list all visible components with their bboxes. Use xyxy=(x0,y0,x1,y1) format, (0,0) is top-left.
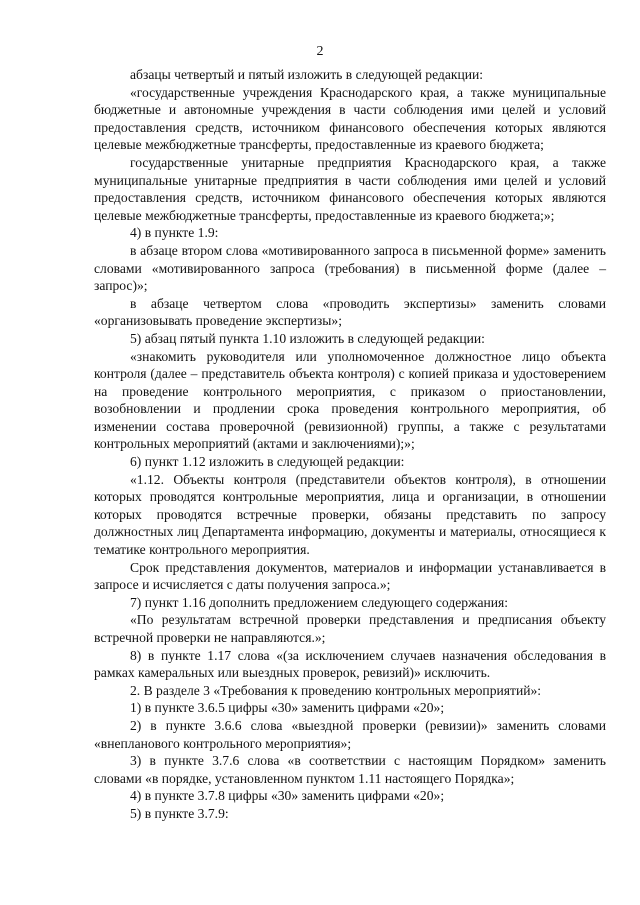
paragraph: «По результатам встречной проверки представления и предписания объекту встречной проверки не направляются.»; xyxy=(94,612,606,645)
paragraph: 2. В разделе 3 «Требования к проведению контрольных мероприятий»: xyxy=(130,682,542,698)
paragraph: «знакомить руководителя или уполномоченное должностное лицо объекта контроля (далее – представитель объекта контроля) с копией приказа и удостоверением на проведение контрольного мероприятия, с приказом о приостановлении, возобновлении и продлении срока проведения контрольного мероприятия, об изменении состава проверочной (ревизионной) группы, а также с результатами контрольных мероприятий (актами и заключениями);»; xyxy=(94,348,606,452)
document-body xyxy=(94,66,606,823)
paragraph: 3) в пункте 3.7.6 слова «в соответствии с настоящим Порядком» заменить словами «в порядке, установленном пунктом 1.11 настоящего Порядка»; xyxy=(94,753,606,786)
paragraph: «государственные учреждения Краснодарского края, а также муниципальные бюджетные и автономные учреждения в части соблюдения ими целей и условий предоставления средств, источником финансового обеспечения которых являются целевые межбюджетные трансферты, предоставленные из краевого бюджета; xyxy=(94,84,606,153)
paragraph: 5) в пункте 3.7.9: xyxy=(130,805,229,821)
paragraph: 7) пункт 1.16 дополнить предложением следующего содержания: xyxy=(130,594,509,610)
paragraph: в абзаце четвертом слова «проводить экспертизы» заменить словами «организовывать проведение экспертизы»; xyxy=(94,295,606,329)
paragraph: 2) в пункте 3.6.6 слова «выездной проверки (ревизии)» заменить словами «внепланового контрольного мероприятия»; xyxy=(94,717,606,751)
page-number: 2 xyxy=(316,44,324,59)
paragraph: в абзаце втором слова «мотивированного запроса в письменной форме» заменить словами «мотивированного запроса (требования) в письменной форме (далее – запрос)»; xyxy=(94,242,606,294)
paragraph: абзацы четвертый и пятый изложить в следующей редакции: xyxy=(130,67,484,82)
paragraph: 8) в пункте 1.17 слова «(за исключением случаев назначения обследования в рамках камеральных или выездных проверок, ревизий)» исключить. xyxy=(94,647,606,681)
paragraph: 4) в пункте 3.7.8 цифры «30» заменить цифрами «20»; xyxy=(130,788,445,804)
paragraph: «1.12. Объекты контроля (представители объектов контроля), в отношении которых проводятся контрольные мероприятия, лица и организации, в отношении которых проводятся встречные проверки, обязаны представить по запросу должностных лиц Департамента информацию, документы и материалы, относящиеся к тематике контрольного мероприятия. xyxy=(94,471,606,558)
paragraph: 1) в пункте 3.6.5 цифры «30» заменить цифрами «20»; xyxy=(130,700,445,716)
paragraph: 4) в пункте 1.9: xyxy=(130,225,219,241)
paragraph: государственные унитарные предприятия Краснодарского края, а также муниципальные унитарные предприятия в части соблюдения ими целей и условий предоставления средств, источником финансового обеспечения которых являются целевые межбюджетные трансферты, предоставленные из краевого бюджета;»; xyxy=(94,154,606,223)
paragraph: 5) абзац пятый пункта 1.10 изложить в следующей редакции: xyxy=(130,330,485,346)
paragraph: Срок представления документов, материалов и информации устанавливается в запросе и исчисляется с даты получения запроса.»; xyxy=(94,559,606,593)
paragraph: 6) пункт 1.12 изложить в следующей редакции: xyxy=(130,454,405,470)
